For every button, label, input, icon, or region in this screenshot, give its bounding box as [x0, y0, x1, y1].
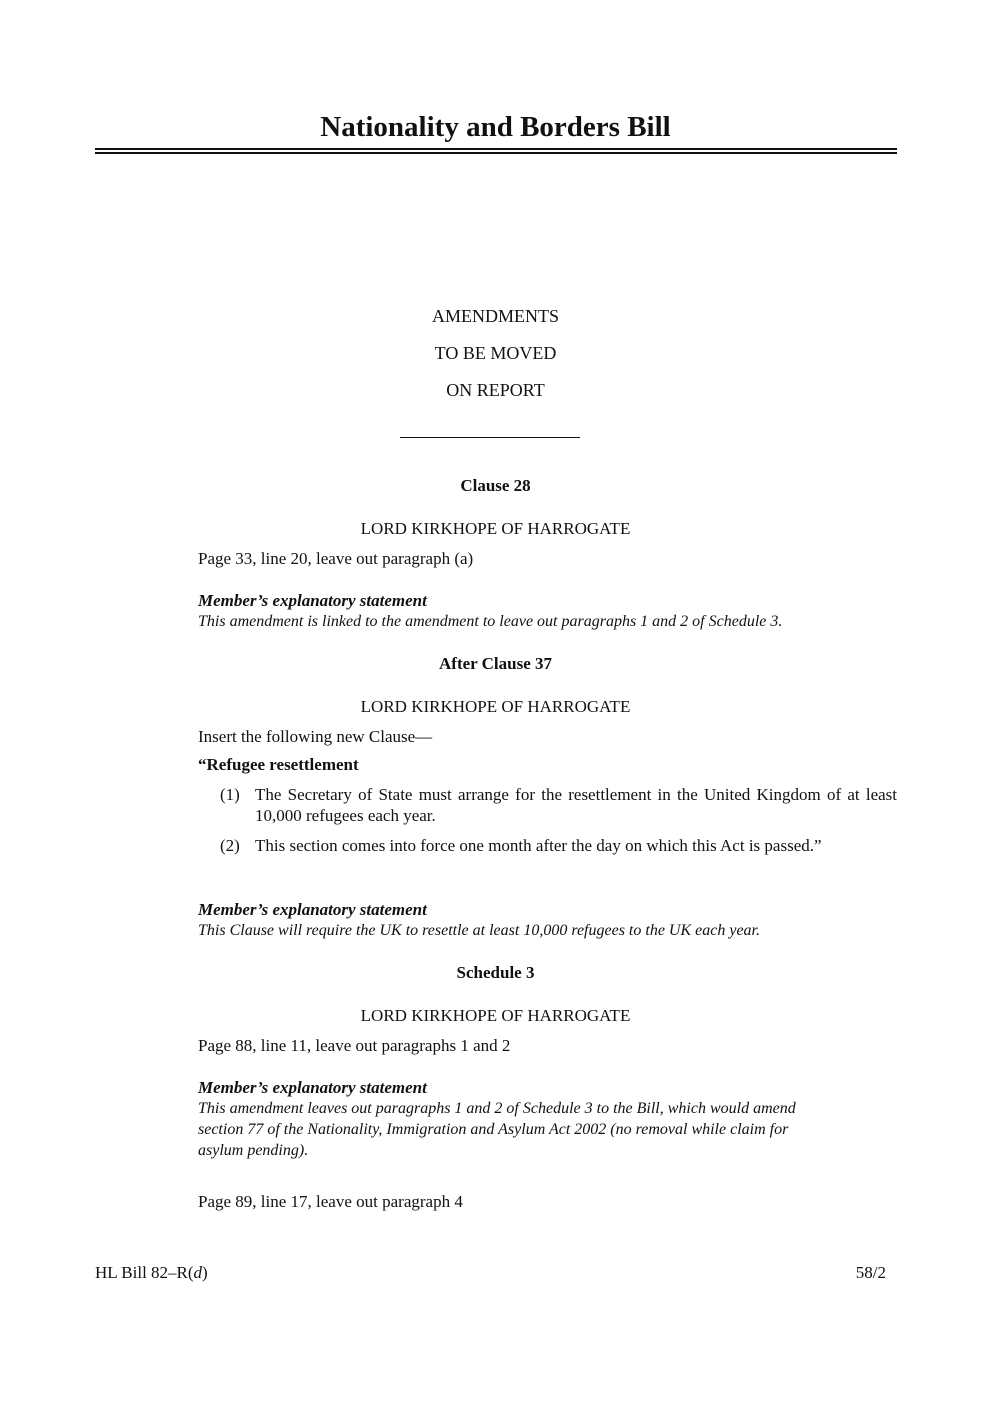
- statement-label: Member’s explanatory statement: [198, 1078, 427, 1097]
- member-name: LORD KIRKHOPE OF HARROGATE: [360, 1006, 631, 1025]
- statement-text: This amendment is linked to the amendment to leave out paragraphs 1 and 2 of Schedule 3.: [198, 613, 783, 630]
- section-heading: Clause 28: [460, 476, 531, 495]
- member-name: LORD KIRKHOPE OF HARROGATE: [360, 697, 631, 716]
- section-heading: After Clause 37: [439, 654, 552, 673]
- amendment-text: Insert the following new Clause—: [198, 727, 433, 746]
- subsection-number: (2): [220, 836, 240, 855]
- amendment-text: Page 33, line 20, leave out paragraph (a): [198, 549, 474, 568]
- subsection-number: (1): [220, 785, 240, 804]
- subsection-text: The Secretary of State must arrange for the resettlement in the United Kingdom of at least 10,000 refugees each year.: [255, 785, 897, 825]
- amendment-text: Page 89, line 17, leave out paragraph 4: [198, 1192, 463, 1211]
- heading-line-3: ON REPORT: [446, 380, 545, 400]
- bill-reference: [95, 1262, 208, 1283]
- statement-text-line: asylum pending).: [198, 1142, 309, 1159]
- title-rule-top: [95, 148, 897, 150]
- bill-reference-end: ): [202, 1263, 208, 1282]
- title-rule-bottom: [95, 152, 897, 154]
- bill-reference-italic: d: [193, 1263, 203, 1282]
- new-clause-title: “Refugee resettlement: [198, 755, 359, 774]
- bill-reference-text: HL Bill 82–R(: [95, 1263, 194, 1282]
- statement-text-line: This amendment leaves out paragraphs 1 and 2 of Schedule 3 to the Bill, which would amend: [198, 1100, 796, 1117]
- section-heading: Schedule 3: [456, 963, 535, 982]
- statement-label: Member’s explanatory statement: [198, 591, 427, 610]
- heading-line-1: AMENDMENTS: [431, 306, 559, 326]
- heading-line-2: TO BE MOVED: [434, 343, 557, 363]
- separator-rule: [400, 437, 580, 438]
- bill-title: Nationality and Borders Bill: [320, 111, 671, 143]
- page-number: 58/2: [855, 1263, 886, 1282]
- member-name: LORD KIRKHOPE OF HARROGATE: [360, 519, 631, 538]
- subsection: [198, 835, 897, 856]
- subsection: [198, 784, 897, 826]
- amendment-text: Page 88, line 11, leave out paragraphs 1 and 2: [198, 1036, 511, 1055]
- statement-label: Member’s explanatory statement: [198, 900, 427, 919]
- statement-text: This Clause will require the UK to resettle at least 10,000 refugees to the UK each year.: [198, 922, 761, 939]
- statement-text-line: section 77 of the Nationality, Immigration and Asylum Act 2002 (no removal while claim for: [198, 1121, 789, 1138]
- subsection-text: This section comes into force one month after the day on which this Act is passed.”: [255, 836, 822, 855]
